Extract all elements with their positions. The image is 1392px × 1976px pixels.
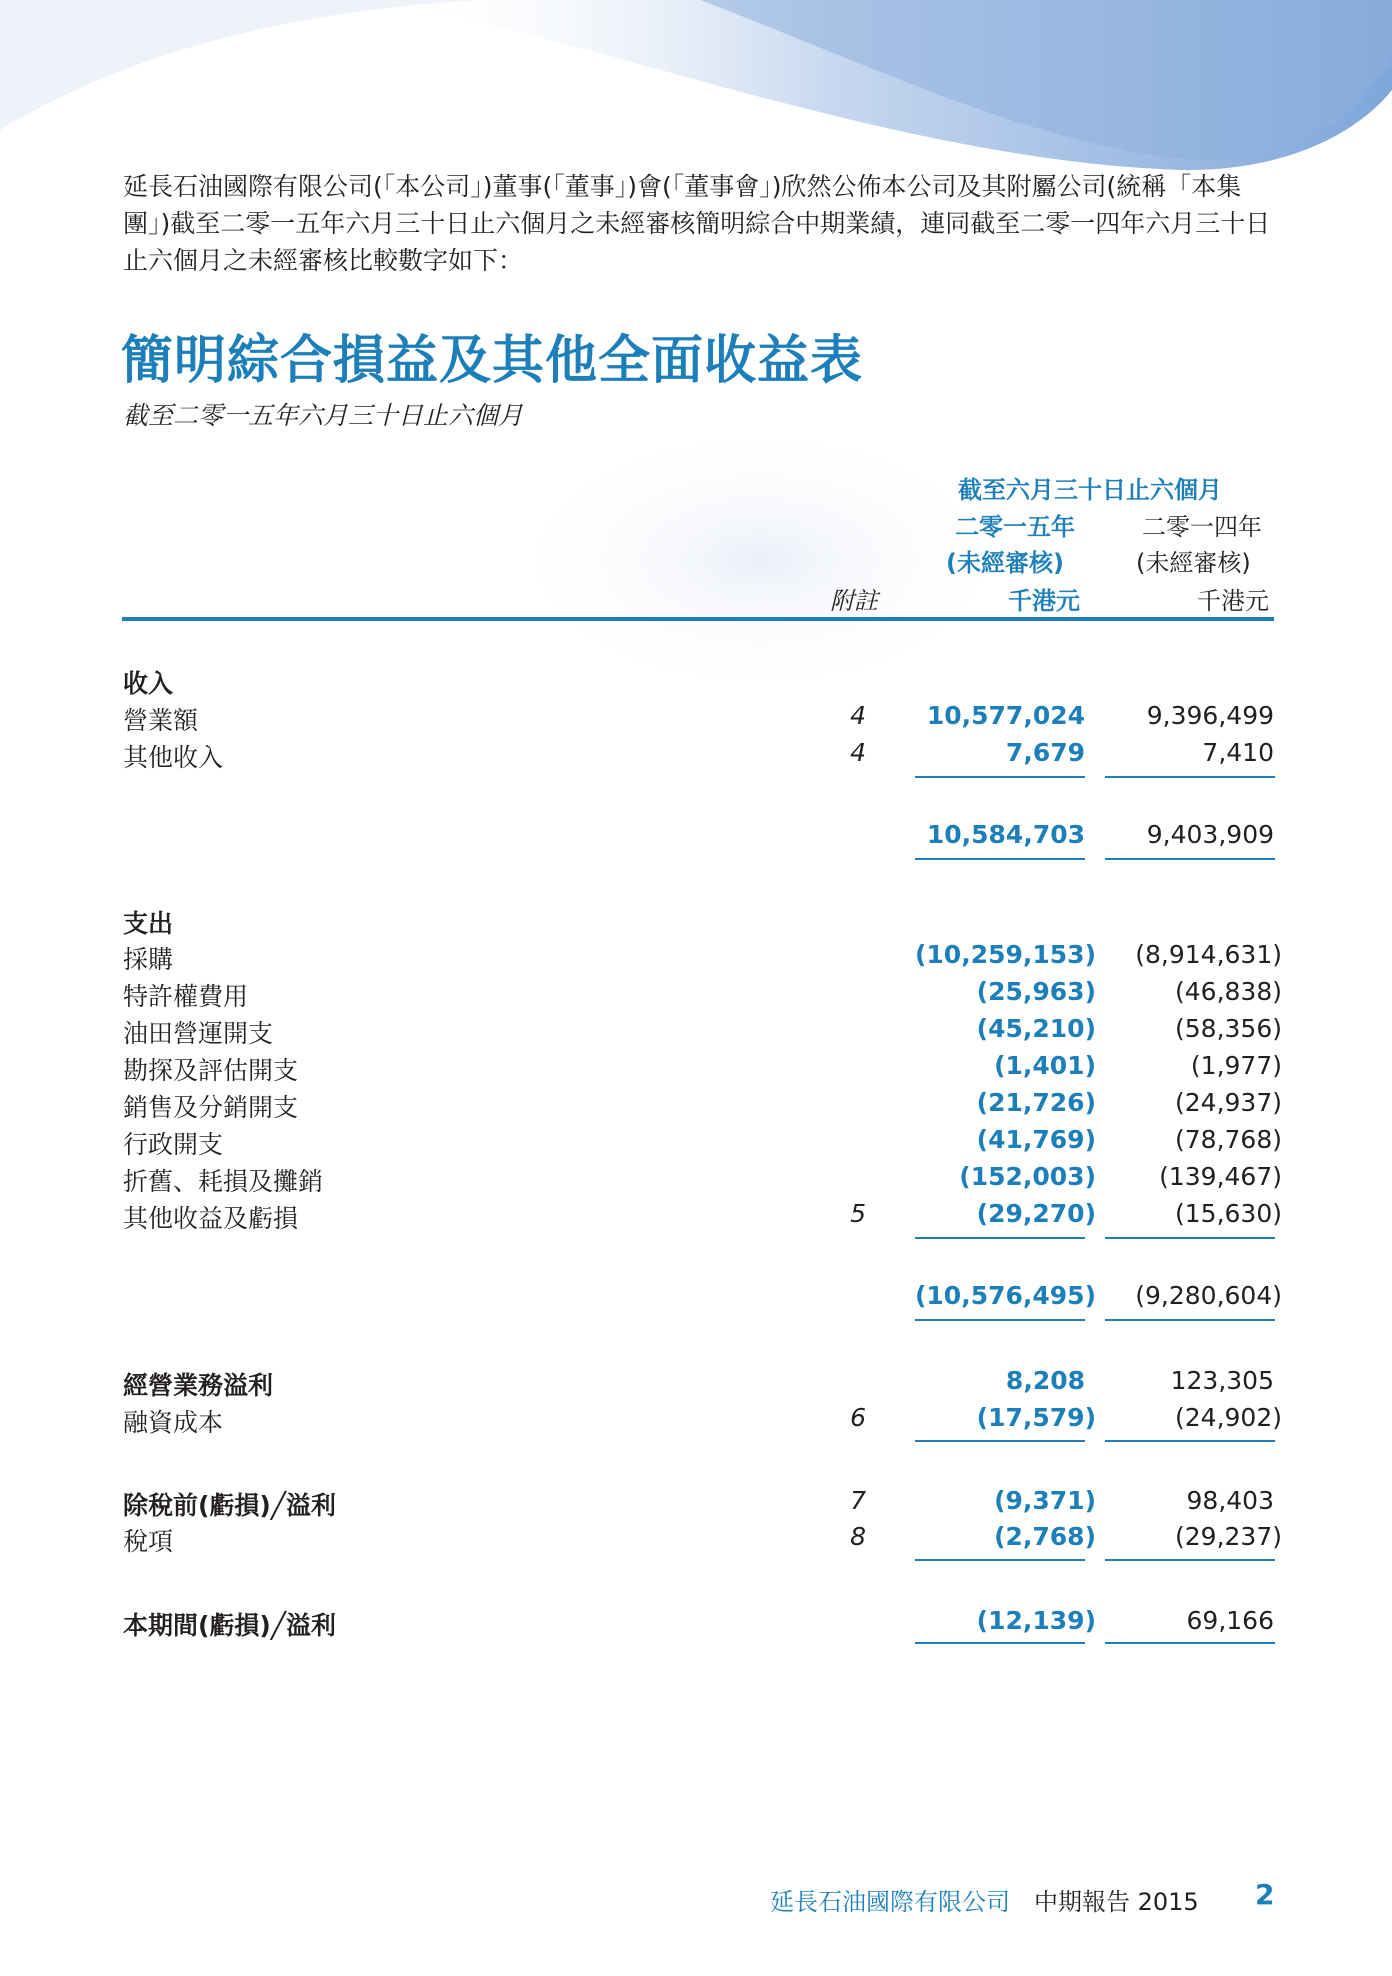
page-number: 2 <box>1255 1878 1275 1911</box>
table-row <box>0 1403 1392 1437</box>
value-2014: (58,356) <box>1175 1014 1282 1043</box>
table-row <box>0 738 1392 772</box>
value-2014: (46,838) <box>1175 977 1282 1006</box>
table-row <box>0 1014 1392 1048</box>
value-2015: (12,139) <box>976 1606 1096 1635</box>
row-note: 4 <box>850 738 866 767</box>
table-row <box>0 1125 1392 1159</box>
value-2015: (45,210) <box>976 1014 1096 1043</box>
value-2015: (25,963) <box>976 977 1096 1006</box>
table-row <box>0 1366 1392 1400</box>
total-underline <box>1105 858 1275 860</box>
value-2014: (24,902) <box>1175 1403 1282 1432</box>
row-note: 4 <box>850 701 866 730</box>
header-year-2015: 二零一五年 <box>955 513 1075 541</box>
value-2015: (10,576,495) <box>914 1281 1096 1310</box>
header-divider <box>122 617 1274 621</box>
value-2015: (152,003) <box>959 1162 1096 1191</box>
value-2015: (1,401) <box>994 1051 1096 1080</box>
value-2014: (8,914,631) <box>1135 940 1282 969</box>
table-row <box>0 977 1392 1011</box>
subtotal-underline <box>1105 1237 1275 1239</box>
subtotal-underline <box>1105 1559 1275 1561</box>
row-label: 其他收益及虧損 <box>123 1204 299 1233</box>
table-row <box>0 1281 1392 1315</box>
row-label: 行政開支 <box>123 1130 224 1159</box>
total-underline <box>1105 1642 1275 1644</box>
total-underline <box>1105 1319 1275 1321</box>
row-label: 折舊、耗損及攤銷 <box>123 1167 324 1196</box>
row-label: 勘探及評估開支 <box>123 1056 299 1085</box>
table-row <box>0 1606 1392 1640</box>
value-2014: 123,305 <box>1170 1366 1274 1395</box>
table-row <box>0 820 1392 854</box>
header-audit-2014: (未經審核) <box>1136 549 1251 577</box>
statement-subtitle: 截至二零一五年六月三十日止六個月 <box>123 401 524 430</box>
value-2015: (29,270) <box>976 1199 1096 1228</box>
footer-report-title: 中期報告 2015 <box>1034 1888 1199 1916</box>
table-row <box>0 1162 1392 1196</box>
intro-paragraph: 延長石油國際有限公司(「本公司」)董事(「董事」)會(「董事會」)欣然公佈本公司及其附屬公司(統稱「本集團」)截至二零一五年六月三十日止六個月之未經審核簡明綜合中期業績，連同截至二零一四年六月三十日止六個月之未經審核比較數字如下： <box>123 172 1271 275</box>
footer-company-name: 延長石油國際有限公司 <box>770 1888 1010 1916</box>
table-row <box>0 1088 1392 1122</box>
row-label: 其他收入 <box>123 743 224 772</box>
subtotal-underline <box>915 1440 1085 1442</box>
subtotal-underline <box>915 776 1085 778</box>
value-2014: (29,237) <box>1175 1522 1282 1551</box>
row-label: 採購 <box>123 945 174 974</box>
total-underline <box>915 1642 1085 1644</box>
table-row <box>0 664 1392 698</box>
row-label: 經營業務溢利 <box>123 1371 274 1400</box>
value-2014: (139,467) <box>1159 1162 1282 1191</box>
value-2015: (9,371) <box>994 1486 1096 1515</box>
total-underline <box>915 1319 1085 1321</box>
value-2015: (41,769) <box>976 1125 1096 1154</box>
row-label: 本期間(虧損)╱溢利 <box>123 1611 336 1640</box>
header-period: 截至六月三十日止六個月 <box>958 476 1222 504</box>
row-label: 油田營運開支 <box>123 1019 274 1048</box>
subtotal-underline <box>915 1237 1085 1239</box>
value-2015: 7,679 <box>1005 738 1085 767</box>
value-2014: (9,280,604) <box>1135 1281 1282 1310</box>
value-2015: (10,259,153) <box>914 940 1096 969</box>
value-2014: 69,166 <box>1186 1606 1274 1635</box>
table-row <box>0 904 1392 938</box>
value-2015: 10,577,024 <box>926 701 1085 730</box>
header-audit-2015: (未經審核) <box>946 549 1064 577</box>
value-2015: (17,579) <box>976 1403 1096 1432</box>
row-label: 銷售及分銷開支 <box>123 1093 299 1122</box>
value-2014: (15,630) <box>1175 1199 1282 1228</box>
value-2014: 98,403 <box>1186 1486 1274 1515</box>
row-note: 8 <box>850 1522 866 1551</box>
row-label: 特許權費用 <box>123 982 249 1011</box>
value-2014: (24,937) <box>1175 1088 1282 1117</box>
value-2015: (21,726) <box>976 1088 1096 1117</box>
value-2014: 9,396,499 <box>1146 701 1274 730</box>
statement-title: 簡明綜合損益及其他全面收益表 <box>121 331 864 391</box>
header-note-label: 附註 <box>830 587 878 615</box>
row-note: 7 <box>850 1486 866 1515</box>
header-year-2014: 二零一四年 <box>1142 513 1262 541</box>
subtotal-underline <box>915 1559 1085 1561</box>
table-row <box>0 1199 1392 1233</box>
header-unit-2015: 千港元 <box>1008 587 1080 615</box>
subtotal-underline <box>1105 776 1275 778</box>
table-row <box>0 1051 1392 1085</box>
row-note: 6 <box>850 1403 866 1432</box>
table-row <box>0 701 1392 735</box>
row-label: 營業額 <box>123 706 199 735</box>
value-2014: (1,977) <box>1190 1051 1282 1080</box>
table-row <box>0 1522 1392 1556</box>
value-2015: 8,208 <box>1005 1366 1085 1395</box>
row-label: 融資成本 <box>123 1408 224 1437</box>
table-row <box>0 940 1392 974</box>
section-heading-income: 收入 <box>123 669 174 698</box>
section-heading-expenses: 支出 <box>123 909 174 938</box>
row-label: 除稅前(虧損)╱溢利 <box>123 1491 336 1520</box>
table-row <box>0 1486 1392 1520</box>
row-note: 5 <box>850 1199 866 1228</box>
value-2015: 10,584,703 <box>926 820 1085 849</box>
value-2014: 9,403,909 <box>1146 820 1274 849</box>
subtotal-underline <box>1105 1440 1275 1442</box>
total-underline <box>915 858 1085 860</box>
row-label: 稅項 <box>123 1527 174 1556</box>
value-2015: (2,768) <box>994 1522 1096 1551</box>
value-2014: (78,768) <box>1175 1125 1282 1154</box>
value-2014: 7,410 <box>1202 738 1274 767</box>
header-unit-2014: 千港元 <box>1197 587 1269 615</box>
